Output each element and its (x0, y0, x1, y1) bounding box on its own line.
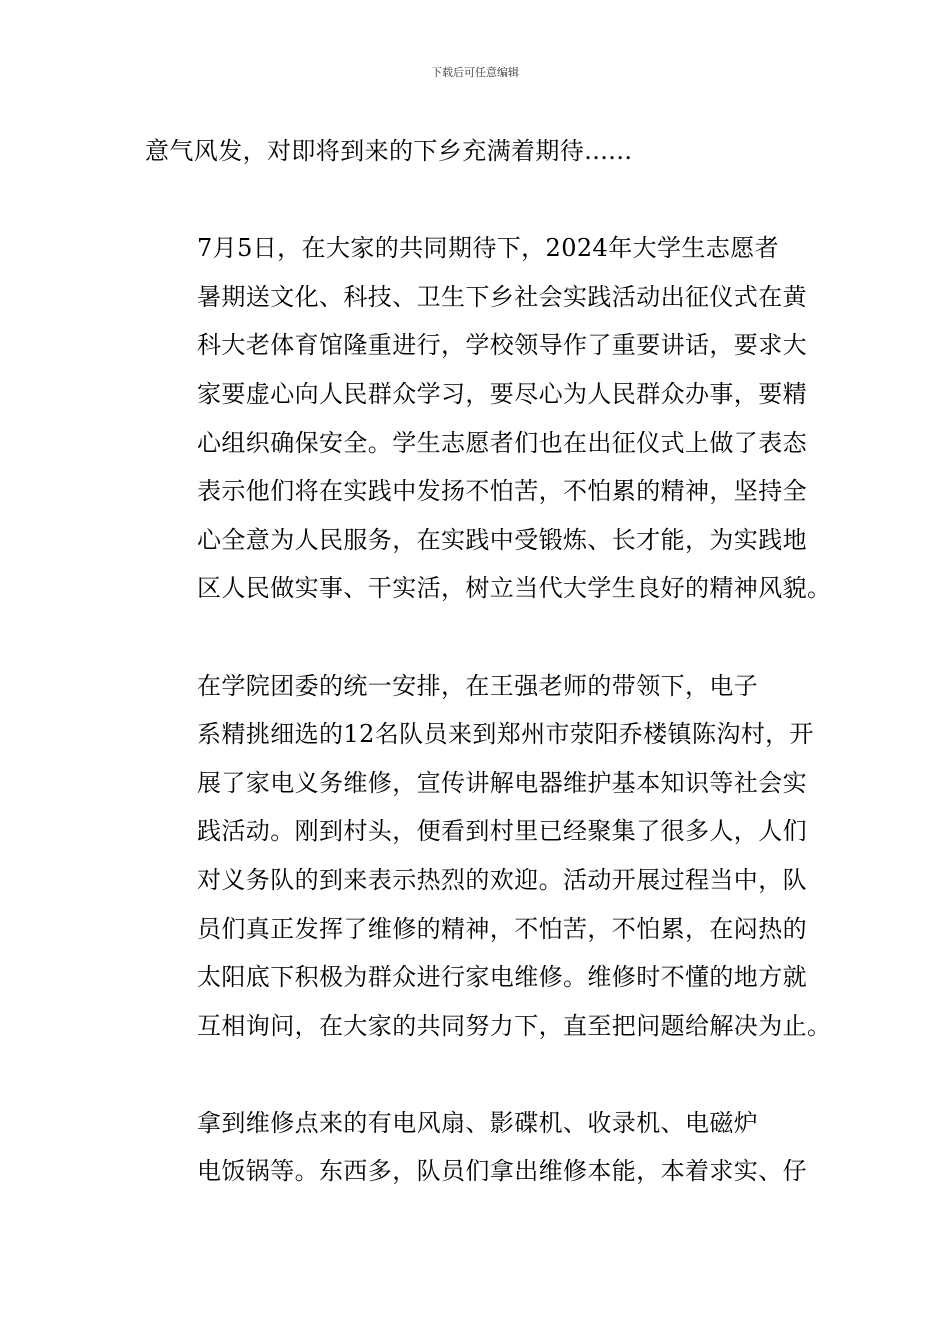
text-line: 家要虚心向人民群众学习，要尽心为人民群众办事，要精 (197, 379, 807, 408)
paragraph-4 (145, 1099, 805, 1196)
text-line: 暑期送文化、科技、卫生下乡社会实践活动出征仪式在黄 (197, 282, 807, 311)
text-line: 互相询问，在大家的共同努力下，直至把问题给解决为止。 (197, 1011, 832, 1040)
text-line: 心组织确保安全。学生志愿者们也在出征仪式上做了表态 (197, 428, 807, 457)
text-line: 系精挑细选的12名队员来到郑州市荥阳乔楼镇陈沟村，开 (197, 720, 814, 749)
text-line: 心全意为人民服务，在实践中受锻炼、长才能，为实践地 (197, 525, 807, 554)
paragraph-1 (145, 127, 805, 176)
text-line: 在学院团委的统一安排，在王强老师的带领下，电子 (197, 671, 759, 700)
text-line: 展了家电义务维修，宣传讲解电器维护基本知识等社会实 (197, 768, 807, 797)
text-line: 拿到维修点来的有电风扇、影碟机、收录机、电磁炉 (197, 1108, 759, 1137)
text-line: 对义务队的到来表示热烈的欢迎。活动开展过程当中，队 (197, 865, 807, 894)
text-line: 意气风发，对即将到来的下乡充满着期待...... (145, 137, 633, 165)
text-line: 科大老体育馆隆重进行，学校领导作了重要讲话，要求大 (197, 331, 807, 360)
paragraph-3 (145, 662, 832, 1051)
text-line: 7月5日，在大家的共同期待下，2024年大学生志愿者 (197, 234, 780, 263)
text-line: 表示他们将在实践中发扬不怕苦，不怕累的精神，坚持全 (197, 477, 807, 506)
document-body (145, 127, 832, 1196)
text-line: 践活动。刚到村头，便看到村里已经聚集了很多人，人们 (197, 817, 807, 846)
text-line: 区人民做实事、干实活，树立当代大学生良好的精神风貌。 (197, 574, 832, 603)
text-line: 电饭锅等。东西多，队员们拿出维修本能，本着求实、仔 (197, 1157, 807, 1186)
text-line: 员们真正发挥了维修的精神，不怕苦，不怕累，在闷热的 (197, 914, 807, 943)
page-header: 下载后可任意编辑 (431, 66, 519, 79)
paragraph-2 (145, 224, 832, 613)
text-line: 太阳底下积极为群众进行家电维修。维修时不懂的地方就 (197, 963, 807, 992)
